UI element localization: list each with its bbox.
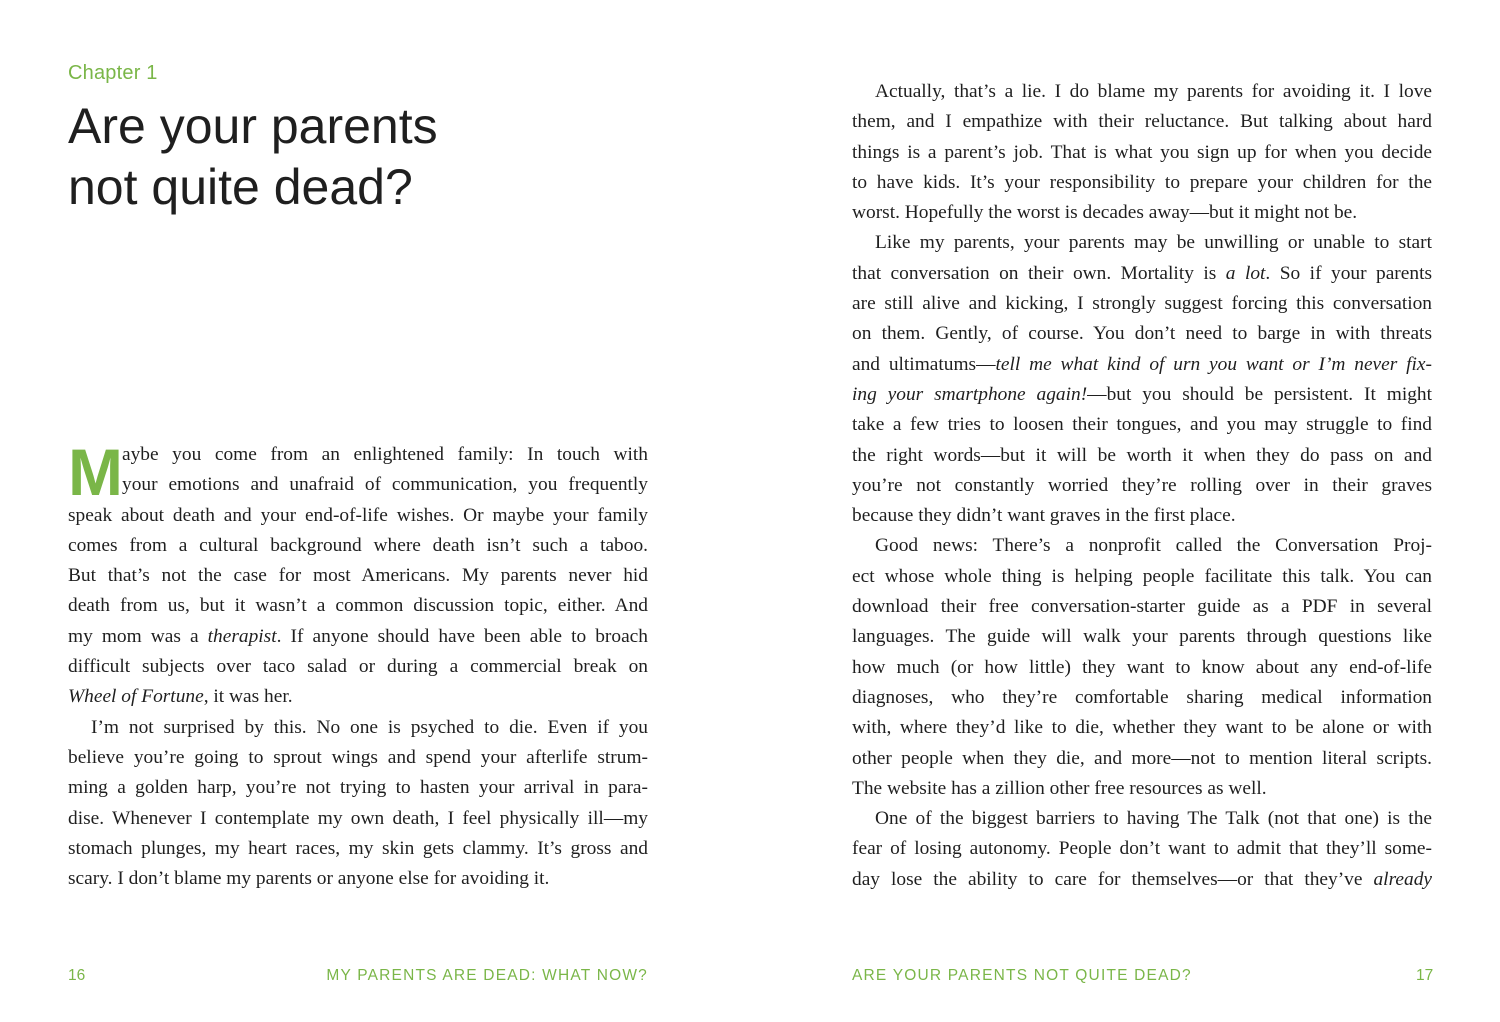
text-line: Actually, that’s a lie. I do blame my parents for avoiding it. I love [875,81,1432,102]
text-line: ect whose whole thing is helping people facilitate this talk. You can [852,565,1432,587]
text-line: on them. Gently, of course. You don’t need to barge in with threats [852,323,1432,345]
text-line: stomach plunges, my heart races, my skin gets clammy. It’s gross and [68,837,648,859]
text-line: you’re not constantly worried they’re rolling over in their graves [852,474,1432,496]
drop-cap: M [68,435,123,509]
text-line: download their free conversation-starter guide as a PDF in several [852,596,1432,618]
text-line: are still alive and kicking, I strongly suggest forcing this conversation [852,293,1432,315]
running-head: MY PARENTS ARE DEAD: WHAT NOW? [326,967,648,984]
text-line: them, and I empathize with their reluctance. But talking about hard [852,111,1432,133]
text-line: diagnoses, who they’re comfortable sharing medical information [852,686,1432,708]
text-line: and ultimatums—tell me what kind of urn you want or I’m never fix- [852,353,1432,375]
text-line: death from us, but it wasn’t a common discussion topic, either. And [68,595,648,617]
text-line: But that’s not the case for most Americans. My parents never hid [68,565,648,587]
text-line: difficult subjects over taco salad or during a commercial break on [68,656,648,678]
text-line: I’m not surprised by this. No one is psyched to die. Even if you [91,716,648,738]
text-line: day lose the ability to care for themselves—or that they’ve already [852,868,1432,890]
page-number: 17 [1416,967,1434,984]
running-head: ARE YOUR PARENTS NOT QUITE DEAD? [852,967,1192,984]
text-line: things is a parent’s job. That is what you sign up for when you decide [852,141,1432,163]
text-line: the right words—but it will be worth it when they do pass on and [852,444,1432,466]
text-line: speak about death and your end-of-life wishes. Or maybe your family [68,504,648,526]
left-body-text [68,435,648,894]
text-line: that conversation on their own. Mortality is a lot. So if your parents [852,262,1433,284]
text-line: One of the biggest barriers to having The Talk (not that one) is the [875,808,1432,830]
page-number: 16 [68,967,86,984]
text-line: aybe you come from an enlightened family: In touch with [122,444,648,465]
text-line: comes from a cultural background where death isn’t such a taboo. [68,534,648,556]
chapter-title-line: not quite dead? [68,159,413,215]
text-line: Like my parents, your parents may be unwilling or unable to start [875,232,1432,254]
text-line: Good news: There’s a nonprofit called the Conversation Proj- [875,535,1432,557]
text-line: worst. Hopefully the worst is decades away—but it might not be. [852,202,1358,224]
text-line: Wheel of Fortune, it was her. [68,686,293,708]
text-line: how much (or how little) they want to know about any end-of-life [852,656,1432,678]
text-line: languages. The guide will walk your parents through questions like [852,626,1432,648]
text-line: fear of losing autonomy. People don’t want to admit that they’ll some- [852,838,1432,860]
text-line: ming a golden harp, you’re not trying to hasten your arrival in para- [68,777,648,799]
chapter-title-line: Are your parents [68,98,438,154]
text-line: scary. I don’t blame my parents or anyone else for avoiding it. [68,868,550,890]
right-body-text [852,77,1432,895]
chapter-label: Chapter 1 [68,62,158,84]
text-line: ing your smartphone again!—but you should be persistent. It might [852,383,1432,405]
text-line: my mom was a therapist. If anyone should have been able to broach [68,625,648,647]
text-line: dise. Whenever I contemplate my own death, I feel physically ill—my [68,807,648,829]
text-line: your emotions and unafraid of communication, you frequently [122,474,648,496]
text-line: The website has a zillion other free resources as well. [852,777,1267,799]
text-line: other people when they die, and more—not to mention literal scripts. [852,747,1432,769]
text-line: believe you’re going to sprout wings and spend your afterlife strum- [68,746,648,768]
text-line: to have kids. It’s your responsibility to prepare your children for the [852,171,1432,193]
text-line: take a few tries to loosen their tongues, and you may struggle to find [852,414,1432,436]
chapter-title [68,96,628,218]
text-line: with, where they’d like to die, whether they want to be alone or with [852,717,1432,739]
text-line: because they didn’t want graves in the first place. [852,505,1236,527]
